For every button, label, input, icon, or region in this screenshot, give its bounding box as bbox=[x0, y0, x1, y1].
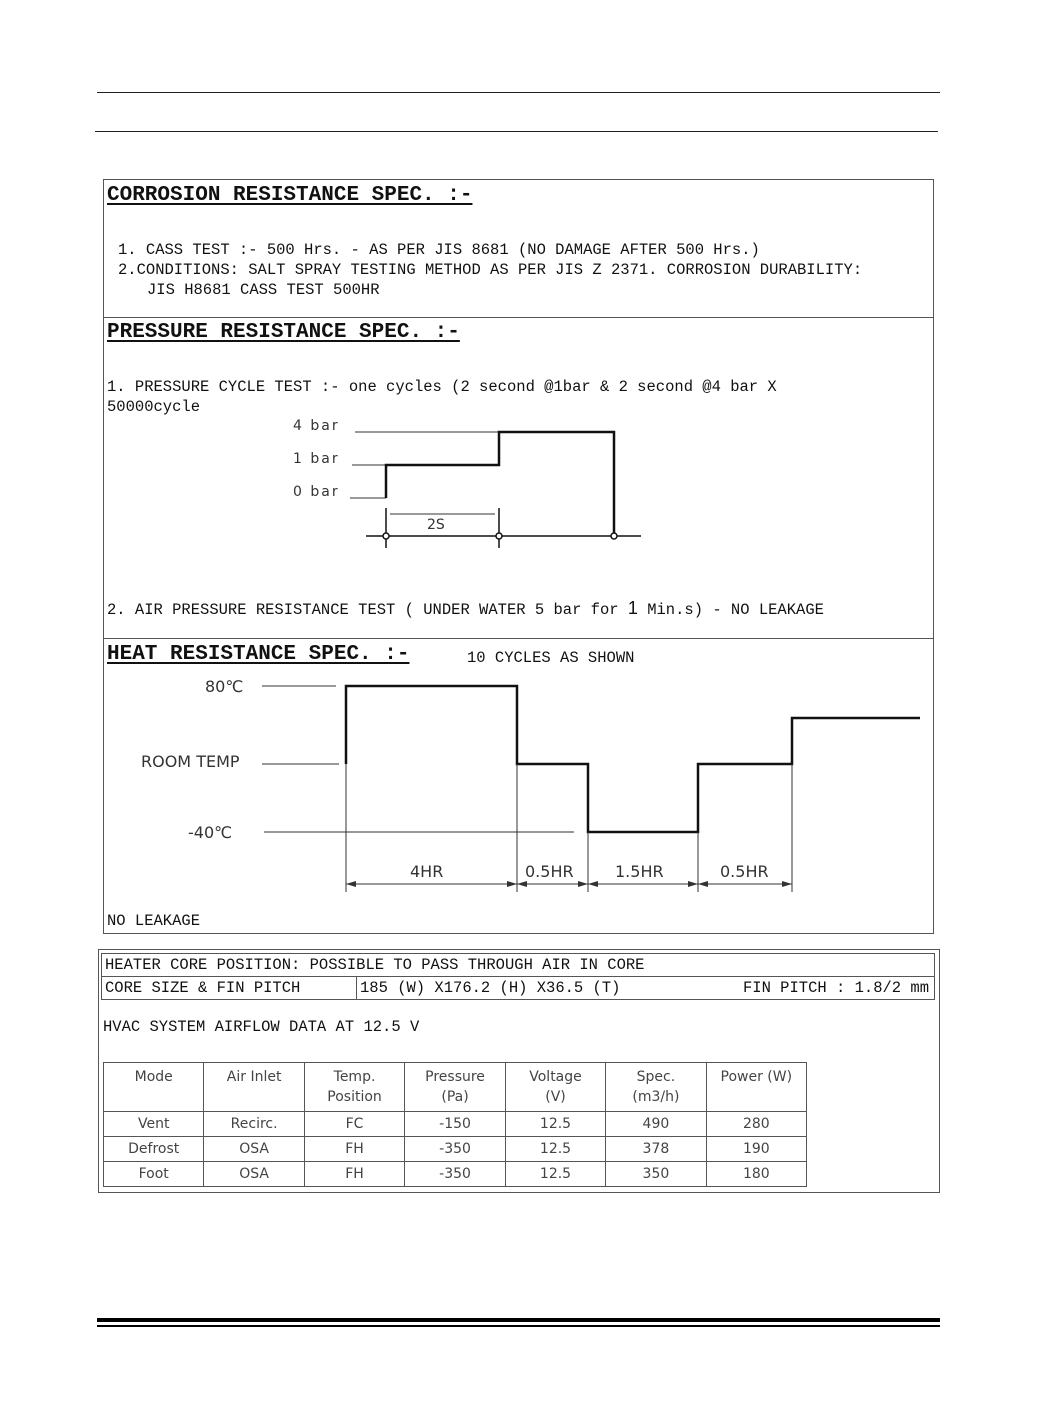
hvac-cell: FH bbox=[304, 1162, 404, 1187]
hvac-cell: 280 bbox=[706, 1112, 806, 1137]
core-size-cell bbox=[357, 977, 935, 1000]
heat-label-80c: 80℃ bbox=[205, 677, 244, 696]
hvac-cell: Vent bbox=[104, 1112, 204, 1137]
hvac-header-mode: Mode bbox=[104, 1063, 204, 1112]
hvac-cell: 12.5 bbox=[505, 1112, 605, 1137]
heat-duration-1: 4HR bbox=[410, 862, 444, 881]
air-pressure-suffix: Min.s) - NO LEAKAGE bbox=[637, 601, 824, 619]
fin-pitch: FIN PITCH : 1.8/2 mm bbox=[742, 979, 929, 997]
table-row bbox=[104, 1112, 807, 1137]
hvac-cell: Foot bbox=[104, 1162, 204, 1187]
heat-duration-3: 1.5HR bbox=[615, 862, 664, 881]
pressure-label-4bar: 4 bar bbox=[293, 418, 340, 434]
hvac-cell: OSA bbox=[204, 1162, 304, 1187]
air-pressure-number: 1 bbox=[627, 598, 638, 618]
hvac-cell: -350 bbox=[405, 1162, 506, 1187]
hvac-header-pressure: Pressure (Pa) bbox=[405, 1063, 506, 1112]
hvac-cell: 180 bbox=[706, 1162, 806, 1187]
hvac-cell: FH bbox=[304, 1137, 404, 1162]
hvac-cell: FC bbox=[304, 1112, 404, 1137]
hvac-title: HVAC SYSTEM AIRFLOW DATA AT 12.5 V bbox=[103, 1018, 420, 1036]
heat-footer: NO LEAKAGE bbox=[107, 912, 201, 930]
header-rule-bottom bbox=[95, 131, 938, 132]
corrosion-line-1: 1. CASS TEST :- 500 Hrs. - AS PER JIS 8681 (NO DAMAGE AFTER 500 Hrs.) bbox=[118, 241, 760, 259]
hvac-cell: 12.5 bbox=[505, 1137, 605, 1162]
hvac-cell: 378 bbox=[606, 1137, 706, 1162]
heater-info-table bbox=[101, 953, 935, 1000]
hvac-cell: 190 bbox=[706, 1137, 806, 1162]
hvac-cell: -150 bbox=[405, 1112, 506, 1137]
heat-duration-4: 0.5HR bbox=[720, 862, 769, 881]
header-rule-top bbox=[97, 92, 940, 93]
footer-rule-thin bbox=[97, 1325, 940, 1327]
hvac-cell: 490 bbox=[606, 1112, 706, 1137]
hvac-cell: Defrost bbox=[104, 1137, 204, 1162]
pressure-label-duration: 2S bbox=[427, 517, 445, 533]
heat-label-minus40c: -40℃ bbox=[188, 823, 233, 842]
pressure-line-2: 50000cycle bbox=[107, 398, 201, 416]
pressure-line-1: 1. PRESSURE CYCLE TEST :- one cycles (2 second @1bar & 2 second @4 bar X bbox=[107, 378, 777, 396]
heater-position-row bbox=[102, 954, 935, 977]
heat-duration-2: 0.5HR bbox=[525, 862, 574, 881]
core-size-label: CORE SIZE & FIN PITCH bbox=[102, 977, 357, 1000]
core-size-row bbox=[102, 977, 935, 1000]
corrosion-line-3: JIS H8681 CASS TEST 500HR bbox=[147, 281, 380, 299]
hvac-airflow-table bbox=[103, 1062, 807, 1187]
hvac-header-power: Power (W) bbox=[706, 1063, 806, 1112]
pressure-title: PRESSURE RESISTANCE SPEC. :- bbox=[107, 321, 460, 344]
core-size-value: 185 (W) X176.2 (H) X36.5 (T) bbox=[360, 979, 621, 997]
hvac-cell: Recirc. bbox=[204, 1112, 304, 1137]
hvac-header-voltage: Voltage (V) bbox=[505, 1063, 605, 1112]
heater-position: HEATER CORE POSITION: POSSIBLE TO PASS THROUGH AIR IN CORE bbox=[102, 954, 935, 977]
section-divider-1 bbox=[104, 317, 933, 318]
heat-subtitle: 10 CYCLES AS SHOWN bbox=[467, 649, 635, 667]
heat-title: HEAT RESISTANCE SPEC. :- bbox=[107, 643, 410, 666]
hvac-cell: 350 bbox=[606, 1162, 706, 1187]
hvac-header-row bbox=[104, 1063, 807, 1112]
hvac-cell: OSA bbox=[204, 1137, 304, 1162]
section-divider-2 bbox=[104, 638, 933, 639]
hvac-header-spec: Spec. (m3/h) bbox=[606, 1063, 706, 1112]
table-row bbox=[104, 1137, 807, 1162]
hvac-header-air-inlet: Air Inlet bbox=[204, 1063, 304, 1112]
hvac-cell: -350 bbox=[405, 1137, 506, 1162]
air-pressure-prefix: 2. AIR PRESSURE RESISTANCE TEST ( UNDER WATER 5 bar for bbox=[107, 601, 628, 619]
table-row bbox=[104, 1162, 807, 1187]
pressure-label-1bar: 1 bar bbox=[293, 451, 340, 467]
corrosion-line-2: 2.CONDITIONS: SALT SPRAY TESTING METHOD AS PER JIS Z 2371. CORROSION DURABILITY: bbox=[118, 261, 863, 279]
hvac-cell: 12.5 bbox=[505, 1162, 605, 1187]
hvac-header-temp-position: Temp. Position bbox=[304, 1063, 404, 1112]
heat-label-room: ROOM TEMP bbox=[141, 752, 240, 771]
air-pressure-test bbox=[107, 598, 824, 619]
footer-rule-thick bbox=[97, 1318, 940, 1322]
pressure-label-0bar: 0 bar bbox=[293, 484, 340, 500]
corrosion-title: CORROSION RESISTANCE SPEC. :- bbox=[107, 184, 473, 207]
